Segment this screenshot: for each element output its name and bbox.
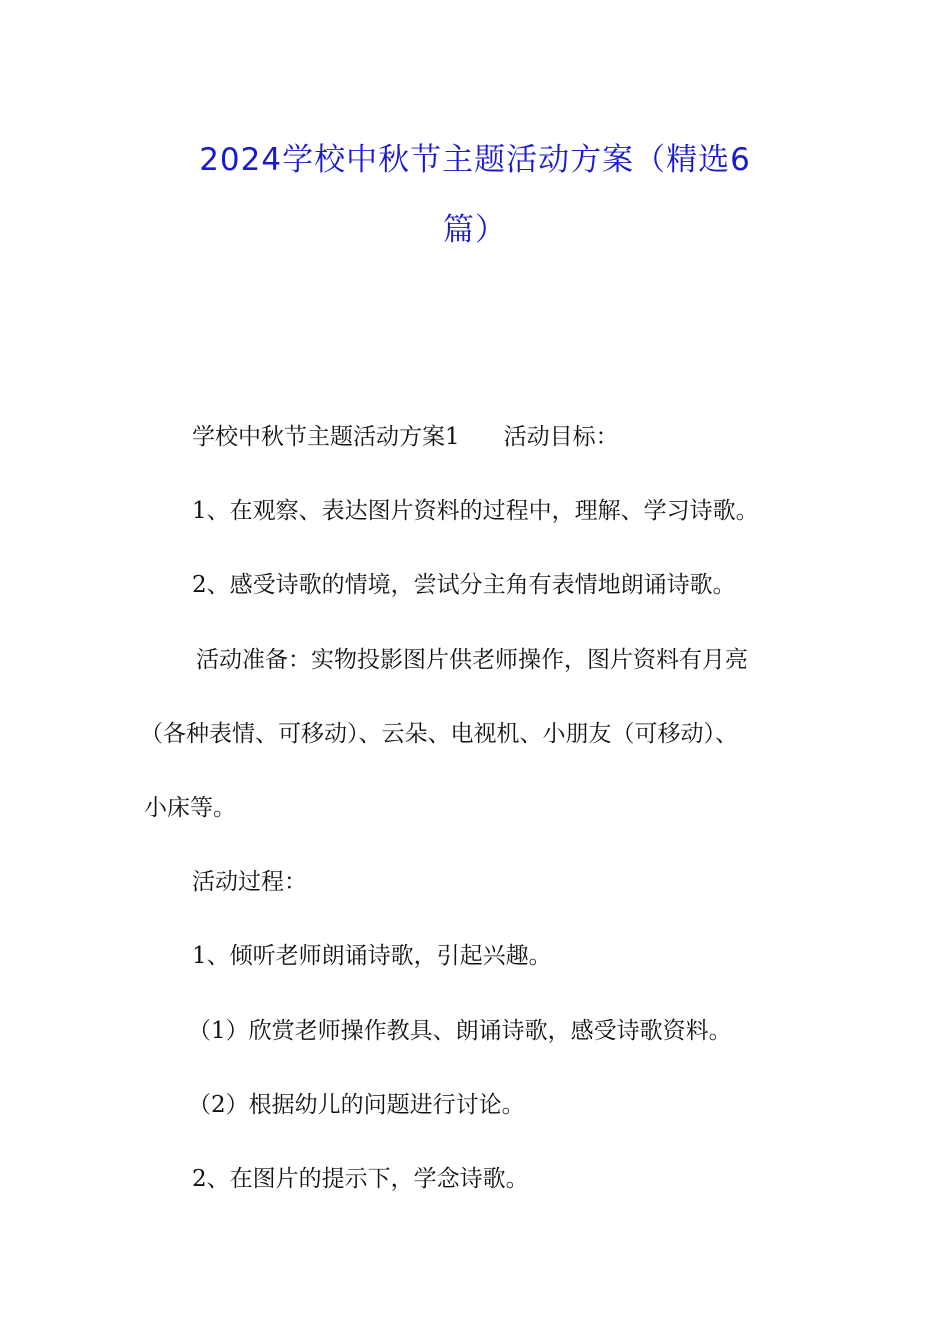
paragraph-goal-1: 1、在观察、表达图片资料的过程中，理解、学习诗歌。 [192,498,759,524]
paragraph-process-1-1: （1）欣赏老师操作教具、朗诵诗歌，感受诗歌资料。 [188,1018,732,1044]
section-goal-label: 活动目标： [503,424,619,450]
paragraph-heading [192,422,619,452]
paragraph-process-1-2: （2）根据幼儿的问题进行讨论。 [188,1092,525,1118]
paragraph-preparation-line-2: （各种表情、可移动）、云朵、电视机、小朋友（可移动）、 [140,721,738,747]
paragraph-process-heading: 活动过程： [192,869,307,895]
document-title-line-1: 2024学校中秋节主题活动方案（精选6 [199,142,751,178]
paragraph-process-2: 2、在图片的提示下，学念诗歌。 [192,1166,529,1192]
section-heading: 学校中秋节主题活动方案1 [192,424,460,450]
paragraph-goal-2: 2、感受诗歌的情境，尝试分主角有表情地朗诵诗歌。 [192,572,736,598]
paragraph-process-1: 1、倾听老师朗诵诗歌，引起兴趣。 [192,943,552,969]
document-title-line-2: 篇） [443,212,507,248]
paragraph-preparation-line-3: 小床等。 [144,795,236,821]
paragraph-preparation-line-1: 活动准备：实物投影图片供老师操作，图片资料有月亮 [196,647,748,673]
